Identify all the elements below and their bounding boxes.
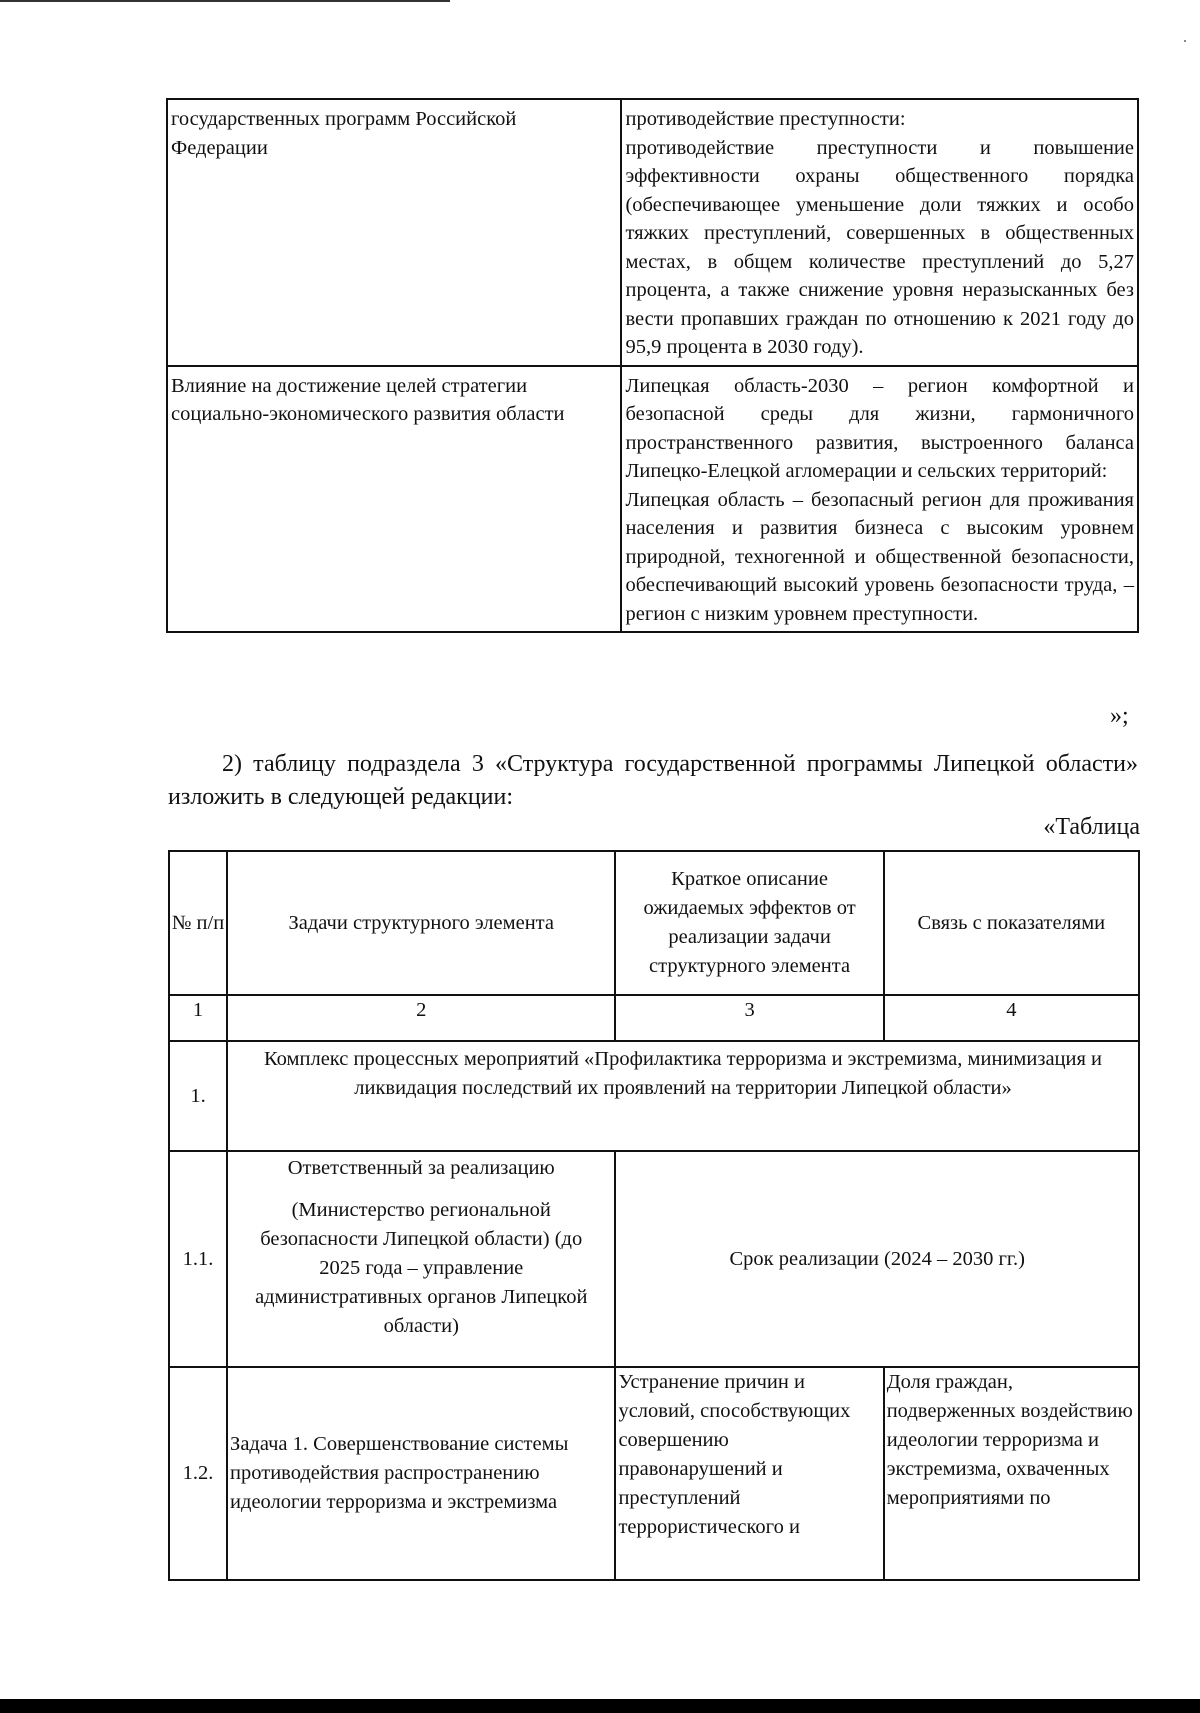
cell-text: противодействие преступности и повышение эффективности охраны общественного порядка (обеспечивающее уменьшение доли тяжких и особо тяжких преступлений, совершенных в общественных местах, в общем количестве преступлений до 5,27 процента, а также снижение уровня неразысканных без вести пропавших граждан по отношению к 2021 году до 95,9 процента в 2030 году). <box>625 136 1134 358</box>
row-number: 1. <box>190 1084 206 1107</box>
term-cell <box>615 1151 1139 1367</box>
column-number-row <box>169 995 1139 1041</box>
task-text: Задача 1. Совершенствование системы противодействия распространению идеологии терроризма и экстремизма <box>230 1433 569 1513</box>
amendment-paragraph: 2) таблицу подраздела 3 «Структура государственной программы Липецкой области» изложить в следующей редакции: <box>168 751 1138 810</box>
cell-text: государственных программ Российской Федерации <box>171 108 517 159</box>
table-goals-influence <box>166 98 1139 633</box>
header-cell <box>169 851 227 995</box>
indicator-text: Доля граждан, подверженных воздействию идеологии терроризма и экстремизма, охваченных мероприятиями по <box>886 1371 1133 1509</box>
header-cell <box>884 851 1139 995</box>
table-row <box>167 99 1138 366</box>
section-number-cell <box>169 1041 227 1151</box>
column-number-cell <box>227 995 615 1041</box>
table-cell <box>621 99 1138 366</box>
header-text: № п/п <box>171 911 225 934</box>
header-cell <box>227 851 615 995</box>
effect-cell <box>615 1367 883 1580</box>
row-number-cell <box>169 1151 227 1367</box>
table-header-row <box>169 851 1139 995</box>
scan-bottom-edge <box>0 1699 1200 1713</box>
cell-heading: противодействие преступности: <box>625 108 906 130</box>
scan-speck <box>1184 40 1186 42</box>
table-cell <box>167 366 621 633</box>
task-cell <box>227 1367 615 1580</box>
scan-top-edge <box>0 0 450 2</box>
section-title-cell <box>227 1041 1139 1151</box>
row-number-cell <box>169 1367 227 1580</box>
responsible-label: Ответственный за реализацию <box>287 1157 555 1179</box>
section-row <box>169 1041 1139 1151</box>
table-row <box>167 366 1138 633</box>
header-cell <box>615 851 883 995</box>
column-number-cell <box>169 995 227 1041</box>
table-program-structure <box>168 850 1140 1581</box>
responsible-org: (Министерство региональной безопасности Липецкой области) (до 2025 года – управление административных органов Липецкой области) <box>255 1199 588 1337</box>
section-title: Комплекс процессных мероприятий «Профилактика терроризма и экстремизма, минимизация и ликвидация последствий их проявлений на территории Липецкой области» <box>264 1048 1103 1099</box>
cell-text: Липецкая область – безопасный регион для проживания населения и развития бизнеса с высоким уровнем природной, техногенной и общественной безопасности, обеспечивающий высокий уровень безопасности труда, – регион с низким уровнем преступности. <box>625 488 1134 625</box>
column-number: 4 <box>1006 999 1017 1021</box>
term-text: Срок реализации (2024 – 2030 гг.) <box>729 1247 1025 1270</box>
indicator-cell <box>884 1367 1139 1580</box>
header-text: Задачи структурного элемента <box>288 911 554 934</box>
table-cell <box>167 99 621 366</box>
responsible-cell <box>227 1151 615 1367</box>
closing-quote: »; <box>1110 703 1129 729</box>
table-row <box>169 1151 1139 1367</box>
row-number: 1.2. <box>182 1462 214 1484</box>
cell-text: Влияние на достижение целей стратегии социально-экономического развития области <box>171 374 565 425</box>
column-number-cell <box>884 995 1139 1041</box>
table-row <box>169 1367 1139 1580</box>
header-text: Краткое описание ожидаемых эффектов от реализации задачи структурного элемента <box>643 868 856 977</box>
cell-heading: Липецкая область-2030 – регион комфортной и безопасной среды для жизни, гармоничного пространственного развития, выстроенного баланса Липецко-Елецкой агломерации и сельских территорий: <box>625 374 1134 482</box>
table-cell <box>621 366 1138 633</box>
column-number: 2 <box>416 999 427 1021</box>
column-number: 3 <box>744 999 755 1021</box>
column-number: 1 <box>192 999 204 1021</box>
table-caption: «Таблица <box>1043 814 1140 840</box>
effect-text: Устранение причин и условий, способствующих совершению правонарушений и преступлений террористического и <box>618 1371 851 1538</box>
column-number-cell <box>615 995 883 1041</box>
row-number: 1.1. <box>182 1247 214 1270</box>
header-text: Связь с показателями <box>917 911 1106 934</box>
